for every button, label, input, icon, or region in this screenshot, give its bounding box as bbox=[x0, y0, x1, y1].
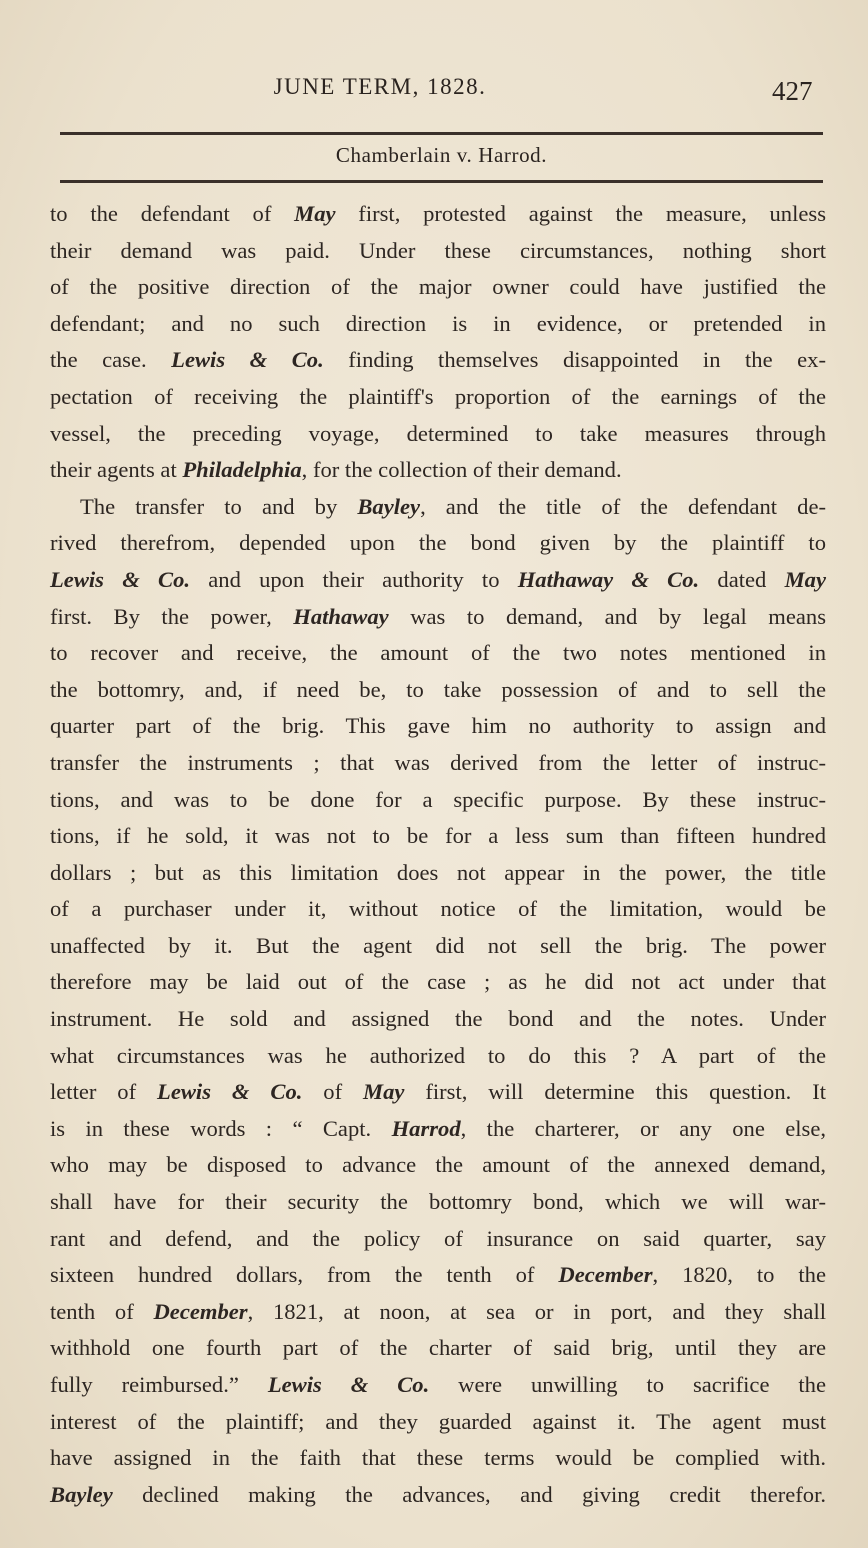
text-line bbox=[50, 745, 826, 782]
text-segment: The transfer to and by bbox=[80, 493, 358, 519]
text-segment: transfer the instruments ; that was derived from the letter of instruc- bbox=[50, 749, 826, 775]
text-segment: , and the title of the defendant de- bbox=[420, 493, 826, 519]
italic-text-segment: Hathaway bbox=[293, 603, 389, 629]
italic-text-segment: Lewis & Co. bbox=[171, 347, 324, 373]
text-line bbox=[50, 1001, 826, 1038]
italic-text-segment: December bbox=[153, 1298, 248, 1324]
text-segment: their demand was paid. Under these circumstances, nothing short bbox=[50, 237, 826, 263]
text-segment: therefore may be laid out of the case ; as he did not act under that bbox=[50, 969, 826, 995]
italic-text-segment: Lewis & Co. bbox=[157, 1079, 303, 1105]
text-segment: , 1820, to the bbox=[652, 1262, 827, 1288]
text-segment: tions, and was to be done for a specific purpose. By these instruc- bbox=[50, 786, 826, 812]
text-line bbox=[50, 1184, 826, 1221]
text-segment: was to demand, and by legal means bbox=[388, 603, 827, 629]
text-segment: sixteen hundred dollars, from the tenth of bbox=[50, 1262, 559, 1288]
text-line bbox=[50, 1257, 826, 1294]
text-segment: is in these words : “ Capt. bbox=[50, 1115, 392, 1141]
italic-text-segment: Philadelphia bbox=[182, 457, 302, 483]
text-line bbox=[50, 1404, 826, 1441]
text-line bbox=[50, 1221, 826, 1258]
text-line bbox=[50, 782, 826, 819]
text-line bbox=[50, 196, 826, 233]
text-segment: fully reimbursed.” bbox=[50, 1372, 268, 1397]
italic-text-segment: Bayley bbox=[357, 493, 421, 519]
case-caption: Chamberlain v. Harrod. bbox=[335, 143, 548, 167]
text-line bbox=[50, 1477, 826, 1514]
text-line bbox=[50, 855, 826, 892]
text-line bbox=[50, 233, 826, 270]
text-segment: tions, if he sold, it was not to be for a less sum than fifteen hundred bbox=[50, 823, 826, 849]
text-segment: were unwilling to sacrifice the bbox=[429, 1372, 826, 1397]
text-segment: their agents at bbox=[50, 457, 183, 483]
text-line bbox=[50, 672, 826, 709]
italic-text-segment: May bbox=[363, 1079, 405, 1105]
running-head bbox=[0, 74, 868, 108]
text-segment: dollars ; but as this limitation does not appear in the power, the title bbox=[50, 859, 826, 885]
text-line bbox=[50, 525, 826, 562]
text-segment: first. By the power, bbox=[50, 603, 294, 629]
text-segment: the case. bbox=[50, 347, 172, 373]
text-segment: of a purchaser under it, without notice of the limitation, would be bbox=[50, 896, 826, 922]
text-segment: and upon their authority to bbox=[190, 566, 518, 592]
italic-text-segment: Lewis & Co. bbox=[267, 1372, 430, 1397]
text-line bbox=[50, 1147, 826, 1184]
text-segment: letter of bbox=[50, 1079, 158, 1105]
text-segment: rant and defend, and the policy of insurance on said quarter, say bbox=[50, 1225, 826, 1251]
running-head-title: JUNE TERM, 1828. bbox=[273, 74, 487, 99]
text-segment: interest of the plaintiff; and they guarded against it. The agent must bbox=[50, 1408, 826, 1434]
text-segment: first, will determine this question. It bbox=[404, 1079, 826, 1105]
text-line bbox=[50, 306, 826, 343]
text-line bbox=[50, 489, 826, 526]
text-segment: pectation of receiving the plaintiff's proportion of the earnings of the bbox=[50, 383, 826, 409]
body-text bbox=[50, 196, 826, 1513]
text-line bbox=[50, 964, 826, 1001]
italic-text-segment: Lewis & Co. bbox=[50, 566, 191, 592]
text-line bbox=[50, 1330, 826, 1367]
text-line bbox=[50, 452, 826, 489]
text-line bbox=[50, 1367, 826, 1404]
text-line bbox=[50, 818, 826, 855]
text-line bbox=[50, 928, 826, 965]
text-segment: rived therefrom, depended upon the bond given by the plaintiff to bbox=[50, 530, 826, 556]
text-segment: what circumstances was he authorized to do this ? A part of the bbox=[50, 1042, 826, 1068]
text-segment: of bbox=[302, 1079, 364, 1105]
italic-text-segment: Bayley bbox=[50, 1481, 113, 1507]
italic-text-segment: May bbox=[294, 201, 336, 226]
text-line bbox=[50, 1074, 826, 1111]
text-segment: who may be disposed to advance the amount of the annexed demand, bbox=[50, 1152, 826, 1178]
text-line bbox=[50, 708, 826, 745]
text-segment: declined making the advances, and giving credit therefor. bbox=[112, 1481, 826, 1507]
text-segment: tenth of bbox=[50, 1298, 154, 1324]
italic-text-segment: May bbox=[784, 566, 826, 592]
text-segment: first, protested against the measure, unless bbox=[335, 201, 826, 226]
bottom-rule bbox=[60, 180, 823, 183]
text-line bbox=[50, 416, 826, 453]
text-segment: shall have for their security the bottomry bond, which we will war- bbox=[50, 1189, 826, 1215]
text-line bbox=[50, 635, 826, 672]
text-segment: dated bbox=[699, 566, 785, 592]
text-line bbox=[50, 379, 826, 416]
text-line bbox=[50, 891, 826, 928]
text-line bbox=[50, 1038, 826, 1075]
italic-text-segment: December bbox=[558, 1262, 653, 1288]
italic-text-segment: Hathaway & Co. bbox=[517, 566, 700, 592]
text-segment: of the positive direction of the major owner could have justified the bbox=[50, 274, 826, 300]
text-line bbox=[50, 1440, 826, 1477]
text-segment: to the defendant of bbox=[50, 201, 295, 226]
top-rule bbox=[60, 132, 823, 135]
text-segment: , for the collection of their demand. bbox=[301, 457, 622, 483]
text-segment: defendant; and no such direction is in evidence, or pretended in bbox=[50, 310, 826, 336]
text-line bbox=[50, 342, 826, 379]
text-line bbox=[50, 599, 826, 636]
text-line bbox=[50, 1294, 826, 1331]
text-segment: have assigned in the faith that these terms would be complied with. bbox=[50, 1445, 826, 1471]
page-number: 427 bbox=[772, 76, 813, 106]
text-segment: to recover and receive, the amount of the two notes mentioned in bbox=[50, 640, 826, 666]
text-segment: the bottomry, and, if need be, to take possession of and to sell the bbox=[50, 676, 826, 702]
italic-text-segment: Harrod bbox=[391, 1115, 461, 1141]
text-segment: quarter part of the brig. This gave him no authority to assign and bbox=[50, 713, 826, 739]
text-line bbox=[50, 1111, 826, 1148]
text-segment: instrument. He sold and assigned the bond and the notes. Under bbox=[50, 1006, 826, 1032]
text-line bbox=[50, 562, 826, 599]
text-segment: vessel, the preceding voyage, determined to take measures through bbox=[50, 420, 826, 446]
text-line bbox=[50, 269, 826, 306]
text-segment: , the charterer, or any one else, bbox=[460, 1115, 827, 1141]
text-segment: withhold one fourth part of the charter of said brig, until they are bbox=[50, 1335, 826, 1361]
text-segment: finding themselves disappointed in the ex- bbox=[323, 347, 826, 373]
text-segment: , 1821, at noon, at sea or in port, and they shall bbox=[247, 1298, 827, 1324]
text-segment: unaffected by it. But the agent did not sell the brig. The power bbox=[50, 932, 826, 958]
